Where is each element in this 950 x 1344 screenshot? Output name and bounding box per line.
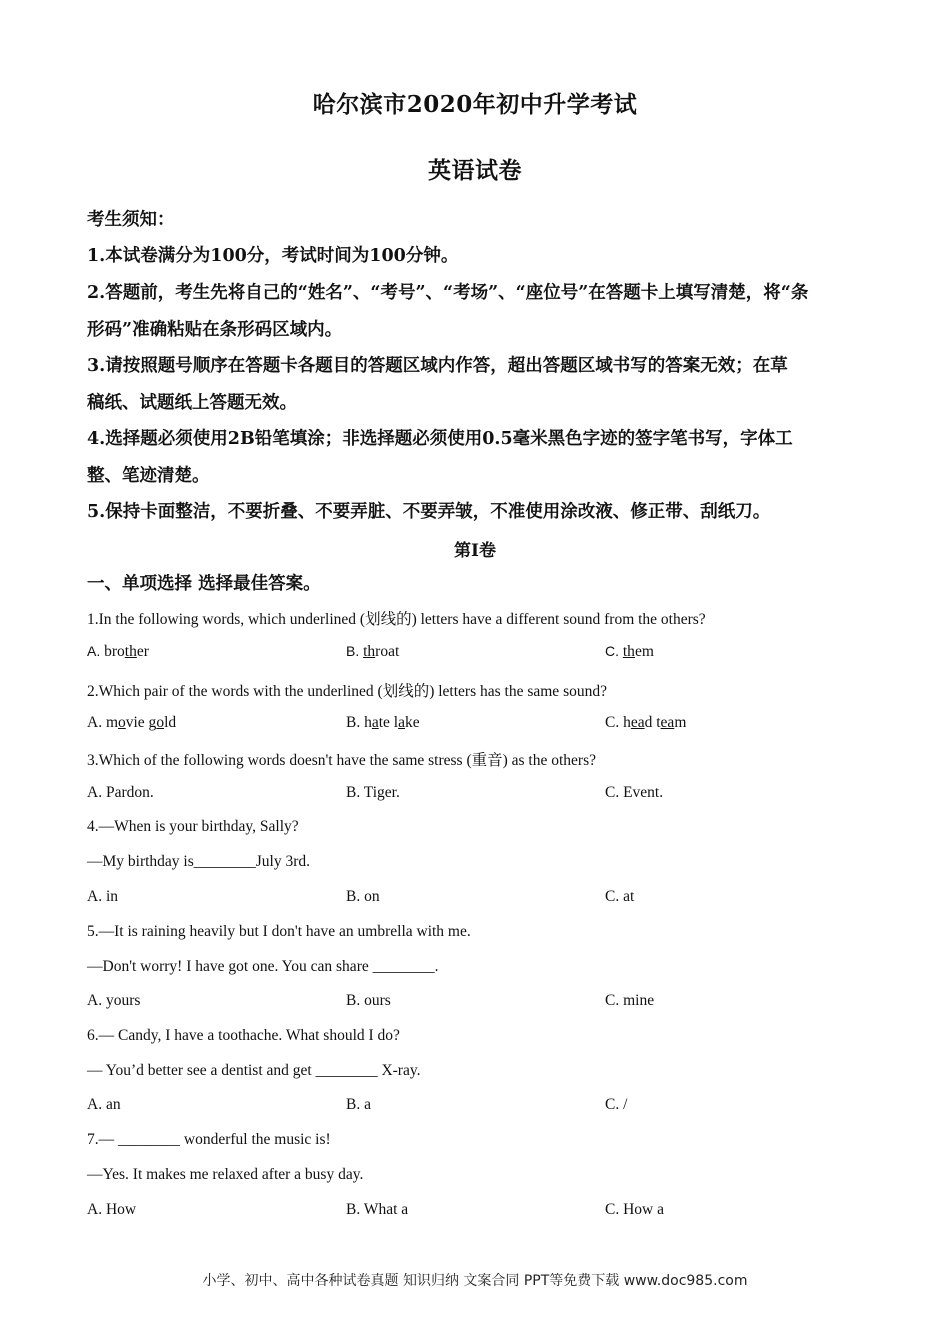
- question-4-option-a: A. in: [87, 888, 118, 905]
- question-4-option-c: C. at: [605, 888, 635, 905]
- notice-line-5: 稿纸、试题纸上答题无效。: [87, 393, 297, 413]
- question-7-option-b: B. What a: [346, 1201, 409, 1218]
- exam-title: 哈尔滨市2020年初中升学考试: [312, 91, 638, 118]
- volume-heading: 第Ⅰ卷: [454, 541, 496, 561]
- question-2-option-b: B. hate lake: [346, 714, 420, 731]
- question-3-option-b: B. Tiger.: [346, 784, 400, 801]
- question-2-stem: 2.Which pair of the words with the underlined (划线的) letters has the same sound?: [87, 683, 607, 700]
- question-2-option-c: C. head team: [605, 714, 687, 731]
- question-3-option-a: A. Pardon.: [87, 784, 154, 801]
- notice-heading: 考生须知：: [87, 210, 175, 230]
- question-5-option-b: B. ours: [346, 992, 391, 1009]
- question-6-option-c: C. /: [605, 1096, 628, 1113]
- notice-line-7: 整、笔迹清楚。: [87, 466, 210, 486]
- question-2-option-a: A. movie gold: [87, 714, 177, 731]
- question-1-stem: 1.In the following words, which underlined (划线的) letters have a different sound from the others?: [87, 611, 706, 628]
- section-heading: 一、单项选择 选择最佳答案。: [87, 574, 321, 594]
- notice-line-2: 2.答题前，考生先将自己的“姓名”、“考号”、“考场”、“座位号”在答题卡上填写清楚，将“条: [87, 283, 809, 303]
- question-5-stem: 5.—It is raining heavily but I don't have an umbrella with me.: [87, 923, 471, 940]
- question-3-stem: 3.Which of the following words doesn't have the same stress (重音) as the others?: [87, 752, 597, 769]
- question-5-stem-reply: —Don't worry! I have got one. You can share ________.: [87, 958, 439, 975]
- question-7-option-a: A. How: [87, 1201, 137, 1218]
- question-6-option-a: A. an: [87, 1096, 121, 1113]
- question-7-stem: 7.— ________ wonderful the music is!: [87, 1131, 331, 1148]
- question-6-option-b: B. a: [346, 1096, 371, 1113]
- question-4-stem: 4.—When is your birthday, Sally?: [87, 818, 299, 835]
- question-7-option-c: C. How a: [605, 1201, 664, 1218]
- exam-subtitle: 英语试卷: [428, 157, 522, 184]
- notice-line-8: 5.保持卡面整洁，不要折叠、不要弄脏、不要弄皱，不准使用涂改液、修正带、刮纸刀。: [87, 502, 771, 522]
- question-5-option-c: C. mine: [605, 992, 655, 1009]
- question-6-stem-reply: — You’d better see a dentist and get ________ X-ray.: [87, 1062, 421, 1079]
- question-6-stem: 6.— Candy, I have a toothache. What should I do?: [87, 1027, 400, 1044]
- notice-line-6: 4.选择题必须使用2B铅笔填涂；非选择题必须使用0.5毫米黑色字迹的签字笔书写，字体工: [87, 429, 793, 449]
- notice-line-1: 1.本试卷满分为100分，考试时间为100分钟。: [87, 246, 459, 266]
- question-5-option-a: A. yours: [87, 992, 141, 1009]
- footer-advert: 小学、初中、高中各种试卷真题 知识归纳 文案合同 PPT等免费下载 www.doc985.com: [202, 1273, 748, 1289]
- question-4-stem-reply: —My birthday is________July 3rd.: [87, 853, 311, 870]
- notice-line-3: 形码”准确粘贴在条形码区域内。: [87, 320, 343, 340]
- question-1-option-c: C. them: [605, 643, 654, 660]
- question-1-option-b: B. throat: [346, 643, 400, 660]
- question-3-option-c: C. Event.: [605, 784, 664, 801]
- question-1-option-a: A. brother: [87, 643, 149, 660]
- question-7-stem-reply: —Yes. It makes me relaxed after a busy day.: [87, 1166, 364, 1183]
- notice-line-4: 3.请按照题号顺序在答题卡各题目的答题区域内作答，超出答题区域书写的答案无效；在草: [87, 356, 788, 376]
- question-4-option-b: B. on: [346, 888, 380, 905]
